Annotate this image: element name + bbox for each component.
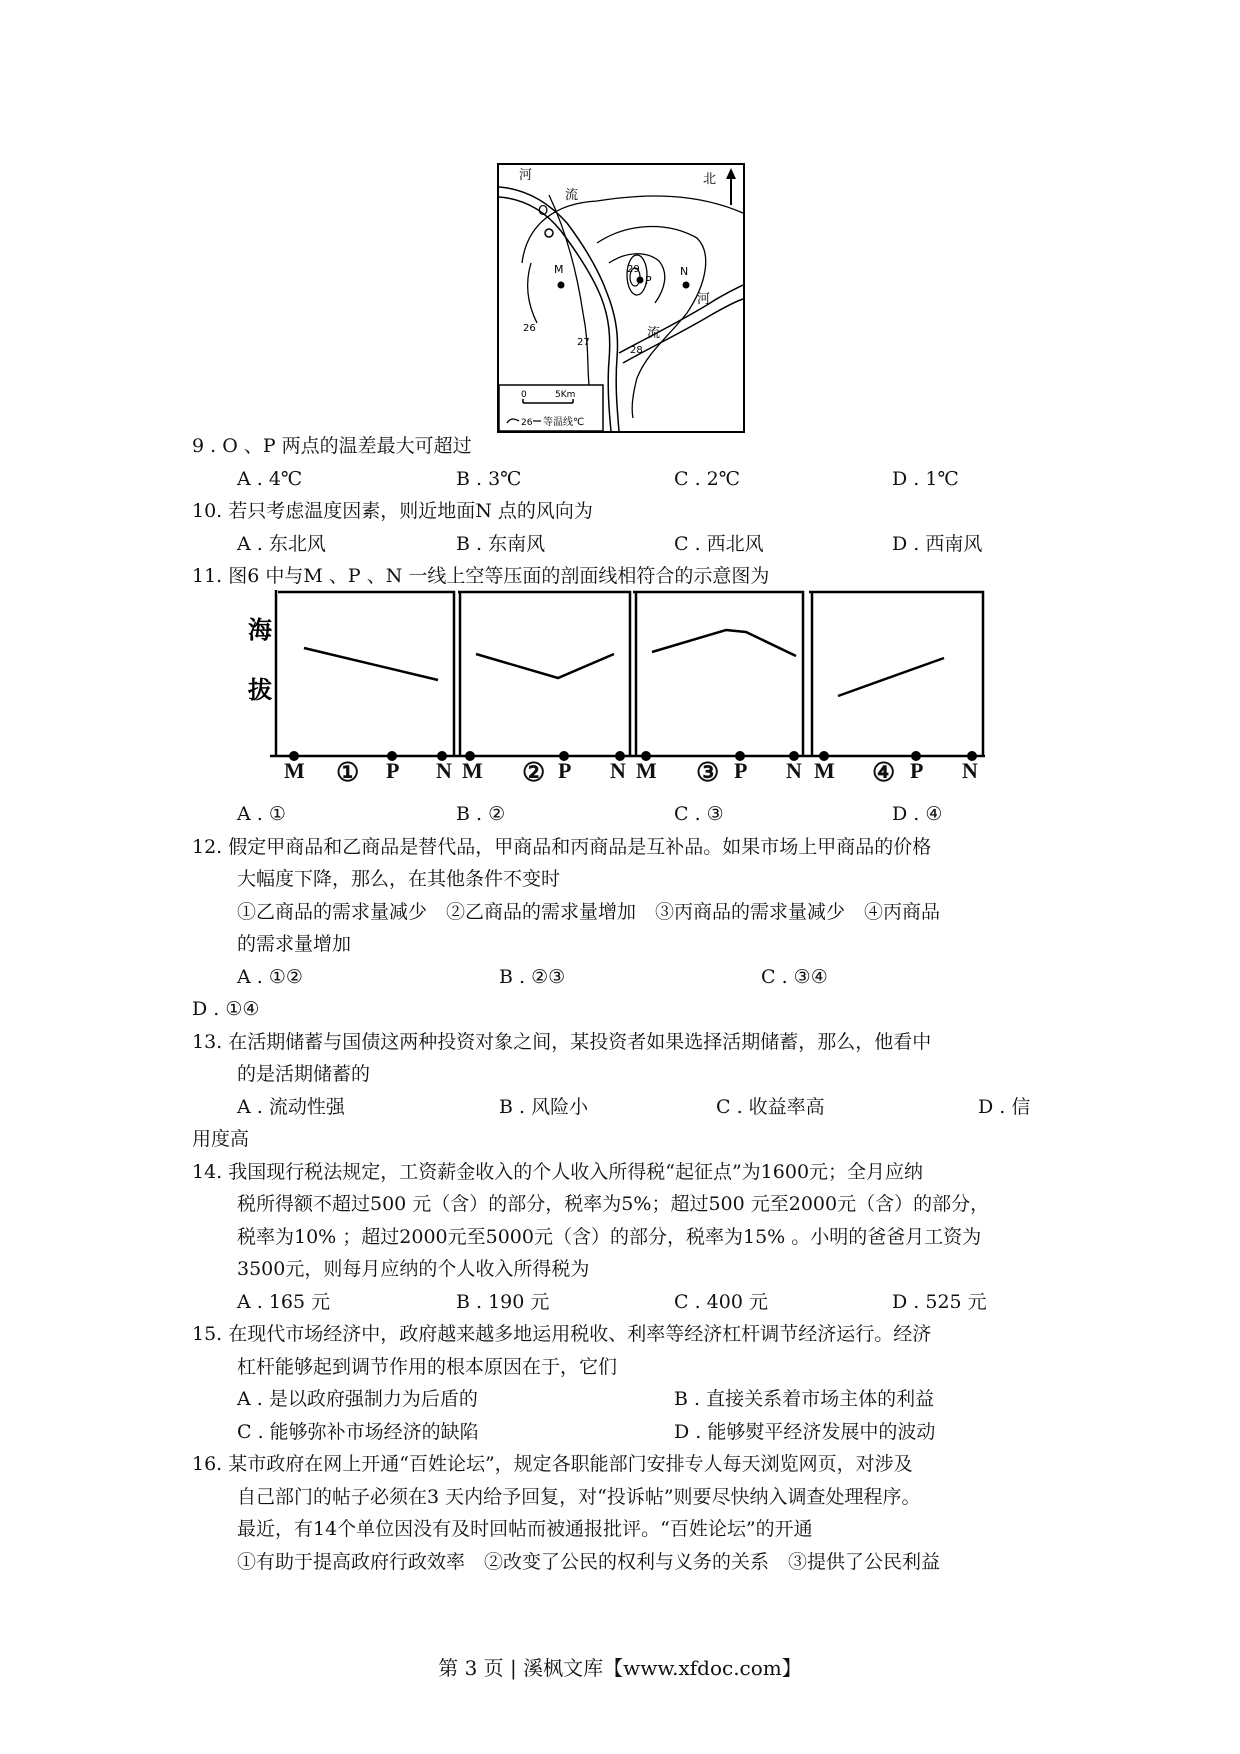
point-m-label: M bbox=[554, 263, 564, 276]
q10-stem: 10. 若只考虑温度因素，则近地面N 点的风向为 bbox=[192, 500, 593, 522]
q12-option-c: C . ③④ bbox=[761, 966, 828, 988]
river-label: 流 bbox=[565, 188, 579, 203]
axis-label-m: M bbox=[814, 758, 835, 783]
legend-value: 26 bbox=[521, 418, 533, 428]
isotherm-map bbox=[497, 163, 745, 433]
axis-label-p: P bbox=[910, 758, 924, 783]
axis-label-p: P bbox=[734, 758, 748, 783]
q14-option-d: D . 525 元 bbox=[892, 1291, 987, 1313]
panel-number: ④ bbox=[872, 758, 896, 787]
q14-line: 税所得额不超过500 元（含）的部分，税率为5%；超过500 元至2000元（含）的部分， bbox=[237, 1193, 990, 1215]
q9-option-c: C . 2℃ bbox=[674, 468, 740, 490]
point-n-label: N bbox=[680, 265, 689, 278]
panel-number: ③ bbox=[696, 758, 720, 787]
axis-label-n: N bbox=[436, 758, 452, 783]
q16-line: 最近，有14个单位因没有及时回帖而被通报批评。“百姓论坛”的开通 bbox=[237, 1518, 813, 1540]
q15-line: 15. 在现代市场经济中，政府越来越多地运用税收、利率等经济杠杆调节经济运行。经济 bbox=[192, 1323, 932, 1345]
q10-option-b: B . 东南风 bbox=[456, 533, 546, 555]
q13-option-d: D . 信 bbox=[978, 1096, 1031, 1118]
q9-option-b: B . 3℃ bbox=[456, 468, 522, 490]
q13-option-a: A . 流动性强 bbox=[237, 1096, 345, 1118]
isotherm-label: 28 bbox=[630, 345, 643, 356]
profile-ylabel: 拔 bbox=[248, 676, 272, 704]
river-label: 流 bbox=[647, 326, 661, 341]
q11-option-a: A . ① bbox=[237, 803, 286, 825]
axis-label-m: M bbox=[636, 758, 657, 783]
north-label: 北 bbox=[703, 172, 717, 187]
q15-option-a: A . 是以政府强制力为后盾的 bbox=[237, 1388, 478, 1410]
scale-km: 5Km bbox=[555, 390, 576, 400]
scale-zero: 0 bbox=[521, 390, 527, 400]
river-label: 河 bbox=[519, 168, 533, 183]
q14-line: 税率为10% ；超过2000元至5000元（含）的部分，税率为15% 。小明的爸爸月工资为 bbox=[237, 1226, 982, 1248]
axis-label-n: N bbox=[786, 758, 802, 783]
axis-label-m: M bbox=[462, 758, 483, 783]
q16-line: ①有助于提高政府行政效率 ②改变了公民的权利与义务的关系 ③提供了公民利益 bbox=[237, 1551, 941, 1573]
q9-option-a: A . 4℃ bbox=[237, 468, 303, 490]
legend-text: 等温线℃ bbox=[543, 417, 585, 428]
q12-line: 的需求量增加 bbox=[237, 933, 352, 955]
q13-wrap: 用度高 bbox=[192, 1128, 250, 1150]
q9-option-d: D . 1℃ bbox=[892, 468, 959, 490]
axis-label-p: P bbox=[558, 758, 572, 783]
axis-label-m: M bbox=[284, 758, 305, 783]
q14-line: 3500元，则每月应纳的个人收入所得税为 bbox=[237, 1258, 590, 1280]
q16-line: 16. 某市政府在网上开通“百姓论坛”，规定各职能部门安排专人每天浏览网页，对涉及 bbox=[192, 1453, 913, 1475]
q12-option-d: D . ①④ bbox=[192, 998, 260, 1020]
axis-label-n: N bbox=[962, 758, 978, 783]
q13-line: 的是活期储蓄的 bbox=[237, 1063, 371, 1085]
q13-option-c: C . 收益率高 bbox=[716, 1096, 825, 1118]
q10-option-d: D . 西南风 bbox=[892, 533, 983, 555]
q13-line: 13. 在活期储蓄与国债这两种投资对象之间，某投资者如果选择活期储蓄，那么，他看中 bbox=[192, 1031, 932, 1053]
q14-option-a: A . 165 元 bbox=[237, 1291, 331, 1313]
pressure-profile-figure bbox=[240, 588, 995, 766]
axis-label-n: N bbox=[610, 758, 626, 783]
q12-line: ①乙商品的需求量减少 ②乙商品的需求量增加 ③丙商品的需求量减少 ④丙商品 bbox=[237, 901, 941, 923]
q11-option-b: B . ② bbox=[456, 803, 506, 825]
q15-option-c: C . 能够弥补市场经济的缺陷 bbox=[237, 1421, 479, 1443]
q13-option-b: B . 风险小 bbox=[499, 1096, 589, 1118]
point-p-label: P bbox=[645, 274, 652, 287]
q12-line: 大幅度下降，那么，在其他条件不变时 bbox=[237, 868, 561, 890]
isotherm-label: 29 bbox=[627, 264, 640, 275]
q14-option-b: B . 190 元 bbox=[456, 1291, 550, 1313]
q12-option-b: B . ②③ bbox=[499, 966, 566, 988]
q14-option-c: C . 400 元 bbox=[674, 1291, 768, 1313]
point-o-label: O bbox=[538, 204, 549, 219]
q15-option-b: B . 直接关系着市场主体的利益 bbox=[674, 1388, 935, 1410]
q12-option-a: A . ①② bbox=[237, 966, 303, 988]
q12-line: 12. 假定甲商品和乙商品是替代品，甲商品和丙商品是互补品。如果市场上甲商品的价格 bbox=[192, 836, 932, 858]
q9-stem: 9 . O 、P 两点的温差最大可超过 bbox=[192, 435, 472, 457]
q10-option-c: C . 西北风 bbox=[674, 533, 764, 555]
axis-label-p: P bbox=[386, 758, 400, 783]
q11-stem: 11. 图6 中与M 、P 、N 一线上空等压面的剖面线相符合的示意图为 bbox=[192, 565, 770, 587]
panel-number: ① bbox=[336, 758, 360, 787]
panel-number: ② bbox=[522, 758, 546, 787]
river-label: 河 bbox=[697, 292, 711, 307]
isotherm-label: 26 bbox=[523, 323, 536, 334]
q11-option-c: C . ③ bbox=[674, 803, 724, 825]
q10-option-a: A . 东北风 bbox=[237, 533, 326, 555]
q14-line: 14. 我国现行税法规定，工资薪金收入的个人收入所得税“起征点”为1600元；全月应纳 bbox=[192, 1161, 924, 1183]
profile-ylabel: 海 bbox=[248, 616, 272, 644]
q15-line: 杠杆能够起到调节作用的根本原因在于，它们 bbox=[237, 1356, 618, 1378]
page-footer: 第 3 页 | 溪枫文库【www.xfdoc.com】 bbox=[438, 1656, 802, 1680]
q15-option-d: D . 能够熨平经济发展中的波动 bbox=[674, 1421, 936, 1443]
isotherm-label: 27 bbox=[577, 337, 590, 348]
q16-line: 自己部门的帖子必须在3 天内给予回复，对“投诉帖”则要尽快纳入调查处理程序。 bbox=[237, 1486, 921, 1508]
q11-option-d: D . ④ bbox=[892, 803, 943, 825]
